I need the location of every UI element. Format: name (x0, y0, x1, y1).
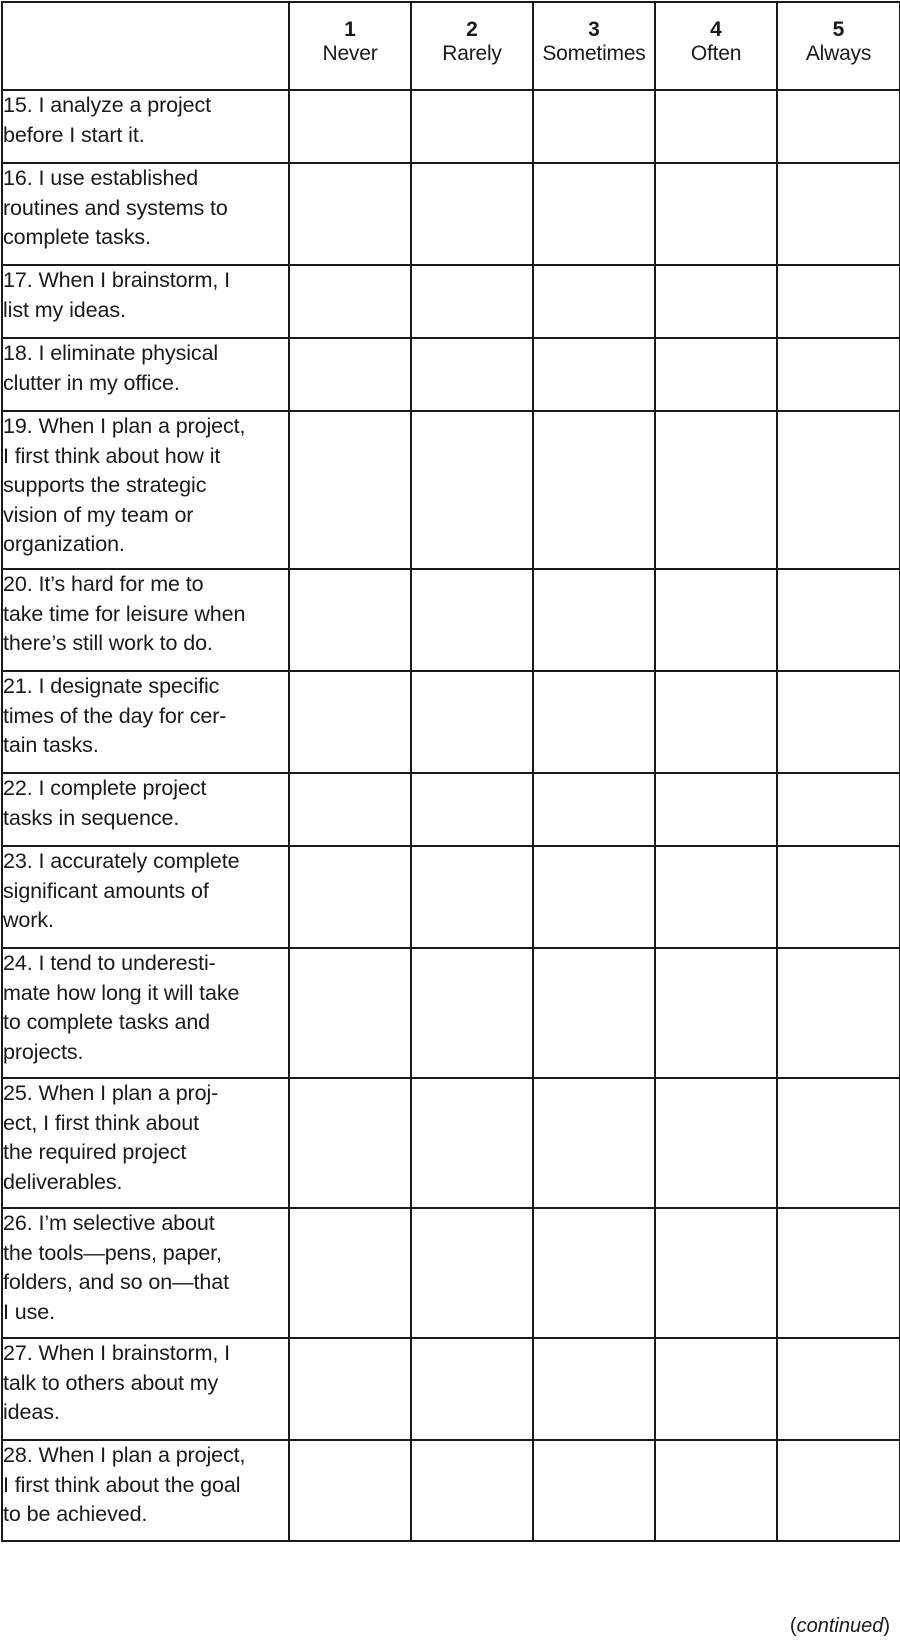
question-row (2, 411, 900, 569)
rating-cell-never[interactable] (289, 163, 411, 265)
rating-cell-always[interactable] (777, 1208, 900, 1338)
scale-number: 2 (466, 18, 478, 41)
rating-cell-sometimes[interactable] (533, 90, 655, 163)
question-text: 28. When I plan a project, I first think about the goal to be achieved. (2, 1440, 289, 1541)
rating-cell-never[interactable] (289, 265, 411, 338)
rating-cell-always[interactable] (777, 1078, 900, 1208)
rating-cell-never[interactable] (289, 1338, 411, 1440)
rating-cell-always[interactable] (777, 411, 900, 569)
question-text: 26. I’m selective about the tools—pens, paper, folders, and so on—that I use. (2, 1208, 289, 1338)
scale-label: Sometimes (542, 42, 646, 65)
question-row (2, 338, 900, 411)
rating-cell-sometimes[interactable] (533, 1078, 655, 1208)
rating-cell-rarely[interactable] (411, 411, 533, 569)
rating-cell-sometimes[interactable] (533, 163, 655, 265)
scale-number: 1 (344, 18, 356, 41)
question-text: 16. I use established routines and systems to complete tasks. (2, 163, 289, 265)
header-blank-cell (2, 2, 289, 90)
scale-label: Always (805, 42, 872, 65)
continued-note: (continued) (789, 1615, 890, 1637)
rating-cell-sometimes[interactable] (533, 338, 655, 411)
rating-cell-always[interactable] (777, 338, 900, 411)
rating-cell-never[interactable] (289, 1208, 411, 1338)
question-row (2, 163, 900, 265)
question-text: 22. I complete project tasks in sequence. (2, 773, 289, 846)
rating-cell-sometimes[interactable] (533, 948, 655, 1078)
rating-cell-never[interactable] (289, 338, 411, 411)
scale-header (411, 2, 533, 90)
rating-cell-rarely[interactable] (411, 90, 533, 163)
rating-cell-never[interactable] (289, 773, 411, 846)
rating-cell-often[interactable] (655, 411, 777, 569)
rating-cell-often[interactable] (655, 1078, 777, 1208)
rating-cell-often[interactable] (655, 1440, 777, 1541)
question-text: 24. I tend to underesti- mate how long it will take to complete tasks and projects. (2, 948, 289, 1078)
rating-cell-rarely[interactable] (411, 338, 533, 411)
question-row (2, 948, 900, 1078)
question-text: 27. When I brainstorm, I talk to others about my ideas. (2, 1338, 289, 1440)
rating-cell-never[interactable] (289, 1440, 411, 1541)
rating-cell-always[interactable] (777, 846, 900, 948)
rating-cell-never[interactable] (289, 411, 411, 569)
rating-cell-sometimes[interactable] (533, 1208, 655, 1338)
rating-cell-always[interactable] (777, 1338, 900, 1440)
rating-cell-never[interactable] (289, 1078, 411, 1208)
rating-cell-rarely[interactable] (411, 846, 533, 948)
rating-cell-rarely[interactable] (411, 948, 533, 1078)
rating-cell-always[interactable] (777, 1440, 900, 1541)
rating-cell-never[interactable] (289, 90, 411, 163)
self-assessment-table (1, 1, 900, 1542)
scale-number: 4 (710, 18, 722, 41)
header-row (2, 2, 900, 90)
rating-cell-always[interactable] (777, 265, 900, 338)
rating-cell-rarely[interactable] (411, 1440, 533, 1541)
question-text: 19. When I plan a project, I first think about how it supports the strategic vision of my team or organization. (2, 411, 289, 569)
continued-label: continued (796, 1615, 884, 1637)
question-text: 17. When I brainstorm, I list my ideas. (2, 265, 289, 338)
rating-cell-often[interactable] (655, 948, 777, 1078)
question-row (2, 265, 900, 338)
rating-cell-never[interactable] (289, 948, 411, 1078)
rating-cell-always[interactable] (777, 163, 900, 265)
rating-cell-often[interactable] (655, 90, 777, 163)
rating-cell-sometimes[interactable] (533, 671, 655, 773)
rating-cell-sometimes[interactable] (533, 265, 655, 338)
question-row (2, 569, 900, 671)
question-row (2, 773, 900, 846)
rating-cell-sometimes[interactable] (533, 411, 655, 569)
question-row (2, 1440, 900, 1541)
rating-cell-always[interactable] (777, 569, 900, 671)
question-row (2, 1338, 900, 1440)
rating-cell-rarely[interactable] (411, 1208, 533, 1338)
rating-cell-often[interactable] (655, 671, 777, 773)
scale-label: Often (690, 42, 742, 65)
rating-cell-often[interactable] (655, 265, 777, 338)
rating-cell-never[interactable] (289, 569, 411, 671)
rating-cell-rarely[interactable] (411, 265, 533, 338)
rating-cell-rarely[interactable] (411, 1078, 533, 1208)
rating-cell-never[interactable] (289, 846, 411, 948)
question-text: 21. I designate specific times of the day for cer- tain tasks. (2, 671, 289, 773)
question-row (2, 846, 900, 948)
scale-label: Rarely (442, 42, 502, 65)
question-text: 18. I eliminate physical clutter in my office. (2, 338, 289, 411)
rating-cell-often[interactable] (655, 773, 777, 846)
scale-header (533, 2, 655, 90)
rating-cell-never[interactable] (289, 671, 411, 773)
rating-cell-always[interactable] (777, 948, 900, 1078)
scale-number: 5 (832, 18, 845, 41)
question-text: 25. When I plan a proj- ect, I first think about the required project deliverables. (2, 1078, 289, 1208)
rating-cell-rarely[interactable] (411, 1338, 533, 1440)
rating-cell-rarely[interactable] (411, 671, 533, 773)
question-text: 15. I analyze a project before I start it. (2, 90, 289, 163)
rating-cell-rarely[interactable] (411, 773, 533, 846)
rating-cell-sometimes[interactable] (533, 1440, 655, 1541)
rating-cell-rarely[interactable] (411, 569, 533, 671)
rating-cell-often[interactable] (655, 163, 777, 265)
question-text: 23. I accurately complete significant amounts of work. (2, 846, 289, 948)
scale-label: Never (322, 42, 378, 65)
rating-cell-always[interactable] (777, 773, 900, 846)
question-text: 20. It’s hard for me to take time for leisure when there’s still work to do. (2, 569, 289, 671)
rating-cell-always[interactable] (777, 90, 900, 163)
rating-cell-sometimes[interactable] (533, 773, 655, 846)
rating-cell-rarely[interactable] (411, 163, 533, 265)
question-row (2, 1078, 900, 1208)
question-row (2, 671, 900, 773)
rating-cell-often[interactable] (655, 569, 777, 671)
rating-cell-sometimes[interactable] (533, 846, 655, 948)
scale-header (289, 2, 411, 90)
question-row (2, 90, 900, 163)
question-row (2, 1208, 900, 1338)
rating-cell-often[interactable] (655, 338, 777, 411)
rating-cell-sometimes[interactable] (533, 1338, 655, 1440)
rating-cell-often[interactable] (655, 846, 777, 948)
rating-cell-often[interactable] (655, 1208, 777, 1338)
scale-header (777, 2, 900, 90)
rating-cell-sometimes[interactable] (533, 569, 655, 671)
rating-cell-always[interactable] (777, 671, 900, 773)
rating-cell-often[interactable] (655, 1338, 777, 1440)
scale-header (655, 2, 777, 90)
scale-number: 3 (588, 18, 600, 41)
